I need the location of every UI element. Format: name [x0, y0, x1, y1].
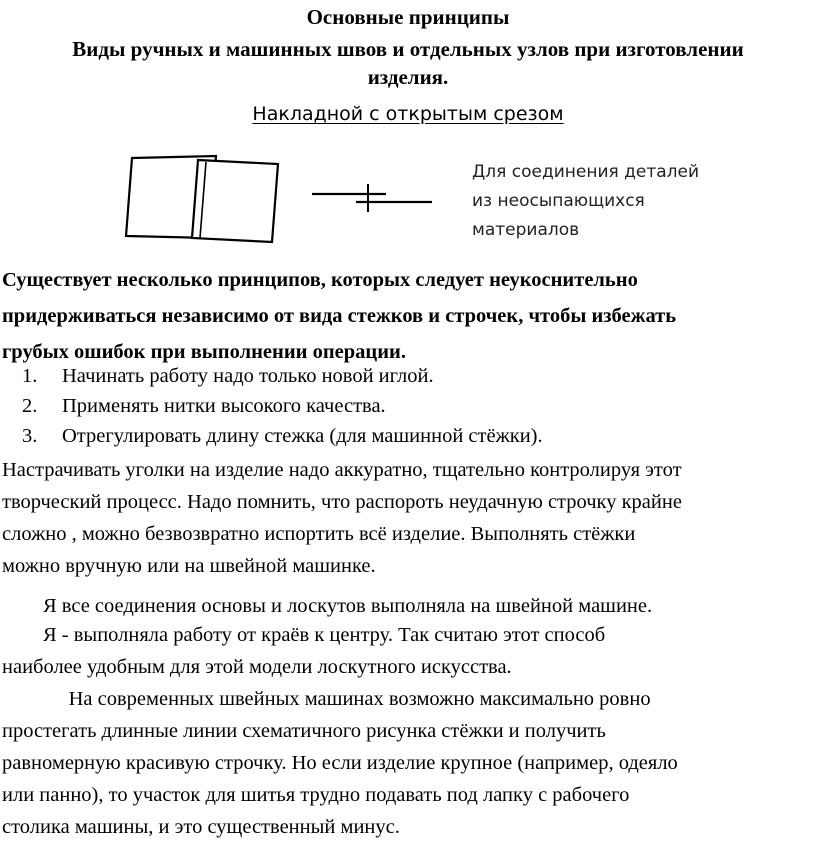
- paragraph-line: простегать длинные линии схематичного рисунка стёжки и получить: [2, 720, 606, 742]
- list-item-text: Начинать работу надо только новой иглой.: [62, 365, 434, 387]
- heading-line-1: Основные принципы: [306, 5, 510, 29]
- paragraph-1: [2, 454, 814, 582]
- seam-description: [472, 158, 699, 245]
- intro-line: придерживаться независимо от вида стежков и строчек, чтобы избежать: [2, 305, 677, 327]
- paragraph-4: [2, 683, 814, 843]
- list-item-number: 2.: [22, 395, 38, 417]
- paragraph-line: Я все соединения основы и лоскутов выполняла на швейной машине.: [2, 595, 653, 617]
- paragraph-line: сложно , можно безвозвратно испортить всё изделие. Выполнять стёжки: [2, 523, 636, 545]
- seam-description-line: Для соединения деталей: [472, 162, 700, 182]
- list-item: [22, 421, 543, 451]
- list-item-number: 1.: [22, 365, 38, 387]
- seam-description-line: из неосыпающихся: [472, 191, 645, 211]
- list-item: [22, 391, 543, 421]
- heading-line-2: Виды ручных и машинных швов и отдельных узлов при изготовлении: [72, 37, 744, 61]
- heading-line-3: изделия.: [367, 65, 449, 89]
- paragraph-line: столика машины, и это существенный минус.: [2, 816, 400, 838]
- list-item: [22, 361, 543, 391]
- intro-line: грубых ошибок при выполнении операции.: [2, 341, 406, 363]
- paragraph-line: равномерную красивую строчку. Но если изделие крупное (например, одеяло: [2, 752, 678, 774]
- paragraph-line: можно вручную или на швейной машинке.: [2, 555, 376, 577]
- paragraph-line: На современных швейных машинах возможно максимально ровно: [2, 688, 651, 710]
- overlap-seam-diagram-icon: [120, 148, 450, 248]
- seam-title: Накладной с открытым срезом: [252, 103, 564, 125]
- list-item-text: Применять нитки высокого качества.: [62, 395, 386, 417]
- principles-list: [22, 361, 543, 451]
- paragraph-line: Настрачивать уголки на изделие надо аккуратно, тщательно контролируя этот: [2, 459, 682, 481]
- paragraph-line: наиболее удобным для этой модели лоскутного искусства.: [2, 656, 512, 678]
- list-item-number: 3.: [22, 425, 38, 447]
- paragraph-line: Я - выполняла работу от краёв к центру. Так считаю этот способ: [2, 624, 606, 646]
- paragraph-3: [2, 619, 814, 683]
- seam-description-line: материалов: [472, 220, 580, 240]
- list-item-text: Отрегулировать длину стежка (для машинной стёжки).: [62, 425, 543, 447]
- paragraph-2: [2, 590, 814, 622]
- intro-line: Существует несколько принципов, которых следует неукоснительно: [2, 269, 638, 291]
- intro-paragraph: [2, 262, 814, 370]
- paragraph-line: или панно), то участок для шитья трудно подавать под лапку с рабочего: [2, 784, 630, 806]
- paragraph-line: творческий процесс. Надо помнить, что распороть неудачную строчку крайне: [2, 491, 682, 513]
